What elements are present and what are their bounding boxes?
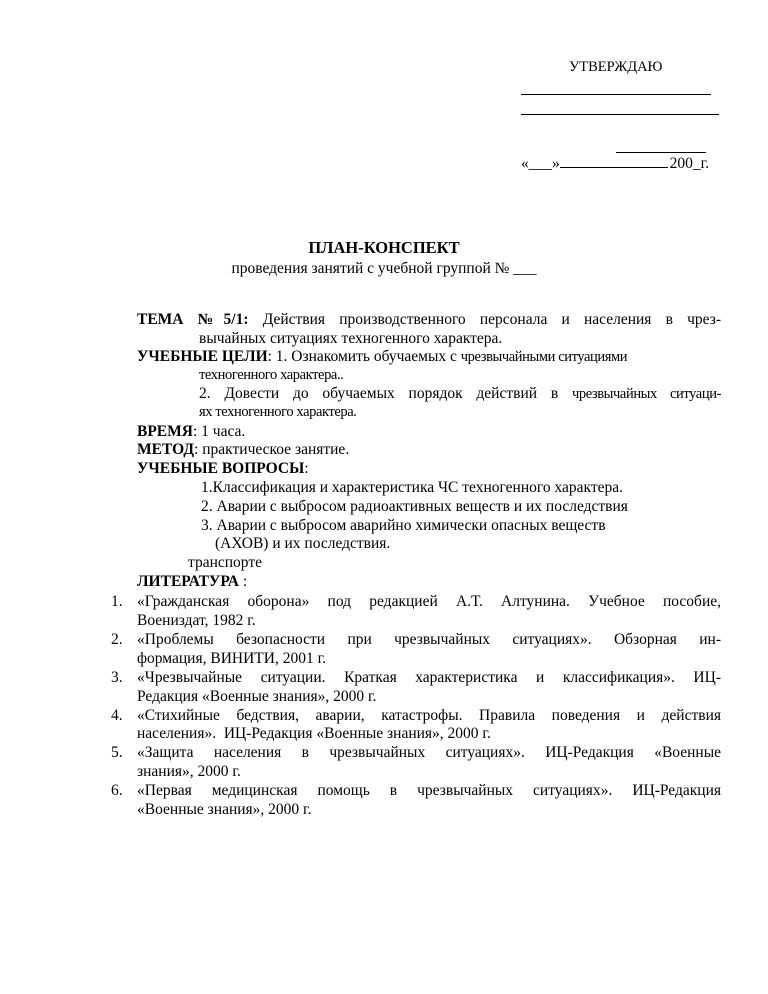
topic-label: ТЕМА №5/1: (137, 311, 249, 328)
topic-text-1: Действия производственного персонала и населения в чрез- (262, 311, 722, 328)
literature-item-line-2: знания», 2000 г. (137, 763, 241, 780)
literature-item-number: 6. (111, 782, 123, 799)
goals-text-1a: : 1. Ознакомить обучаемых с (267, 348, 461, 365)
goals-line-2: техногенного характера.. (199, 367, 344, 383)
document-title: ПЛАН-КОНСПЕКТ (308, 238, 460, 257)
questions-label: УЧЕБНЫЕ ВОПРОСЫ (137, 460, 305, 477)
literature-item-line-2: Редакция «Военные знания», 2000 г. (137, 688, 377, 705)
questions-heading (137, 459, 309, 478)
literature-item-line-1: «Стихийные бедствия, аварии, катастрофы. Правила поведения и действия (137, 707, 721, 724)
literature-item-line-1: «Первая медицинская помощь в чрезвычайных ситуациях». ИЦ-Редакция (137, 782, 721, 799)
stray-text: транспорте (188, 554, 263, 571)
approval-date (521, 154, 709, 173)
approval-signature-line-2 (521, 114, 719, 115)
literature-item-number: 4. (111, 707, 123, 724)
literature-item-number: 5. (111, 744, 123, 761)
literature-item-line-2: «Военные знания», 2000 г. (137, 801, 312, 818)
approval-date-year: 200_г. (669, 155, 710, 172)
literature-item-line-1: «Защита населения в чрезвычайных ситуациях». ИЦ-Редакция «Военные (137, 744, 721, 761)
literature-heading (137, 572, 247, 591)
question-1: 1.Классификация и характеристика ЧС техногенного характера. (201, 479, 624, 496)
questions-colon: : (304, 460, 309, 477)
topic-line-2: вычайных ситуациях техногенного характера. (199, 330, 503, 347)
question-2: 2. Аварии с выбросом радиоактивных веществ и их последствия (201, 498, 628, 515)
goals-label: УЧЕБНЫЕ ЦЕЛИ (137, 348, 268, 365)
approval-date-day: «___» (521, 155, 560, 172)
goals-text-3a: 2. Довести до обучаемых порядок действий в (199, 385, 572, 402)
question-3-line-2: (АХОВ) и их последствия. (215, 535, 391, 552)
literature-item-number: 1. (111, 593, 123, 610)
goals-text-1b: чрезвычайными ситуациями (460, 349, 628, 365)
literature-item-number: 2. (111, 631, 123, 648)
literature-label: ЛИТЕРАТУРА (137, 573, 239, 590)
method-label: МЕТОД (137, 441, 195, 458)
method-line (137, 440, 349, 459)
goals-text-3b: чрезвычайных ситуаци- (571, 386, 721, 402)
literature-colon: : (239, 573, 248, 590)
method-value: : практическое занятие. (194, 441, 350, 458)
time-label: ВРЕМЯ (137, 423, 193, 440)
topic-line-1 (137, 310, 721, 329)
question-3-line-1: 3. Аварии с выбросом аварийно химически опасных веществ (201, 517, 606, 534)
literature-item-line-1: «Проблемы безопасности при чрезвычайных ситуациях». Обзорная ин- (137, 631, 721, 648)
time-line (137, 422, 245, 441)
literature-item-line-2: Воениздат, 1982 г. (137, 612, 256, 629)
approval-date-month-blank (560, 155, 668, 168)
literature-item-line-1: «Гражданская оборона» под редакцией А.Т. Алтунина. Учебное пособие, (137, 593, 721, 610)
literature-item-line-2: населения». ИЦ-Редакция «Военные знания», 2000 г. (137, 725, 491, 742)
document-subtitle: проведения занятий с учебной группой № ___ (231, 260, 537, 277)
goals-line-3 (199, 384, 721, 404)
literature-item-line-2: формация, ВИНИТИ, 2001 г. (137, 650, 327, 667)
literature-item-number: 3. (111, 669, 123, 686)
goals-line-1 (137, 347, 627, 367)
literature-item-line-1: «Чрезвычайные ситуации. Краткая характеристика и классификация». ИЦ- (137, 669, 721, 686)
goals-line-4: ях техногенного характера. (199, 404, 357, 420)
approval-signature-line-1 (521, 94, 711, 95)
approval-short-line (616, 152, 706, 153)
approval-title: УТВЕРЖДАЮ (569, 59, 663, 75)
time-value: : 1 часа. (192, 423, 246, 440)
